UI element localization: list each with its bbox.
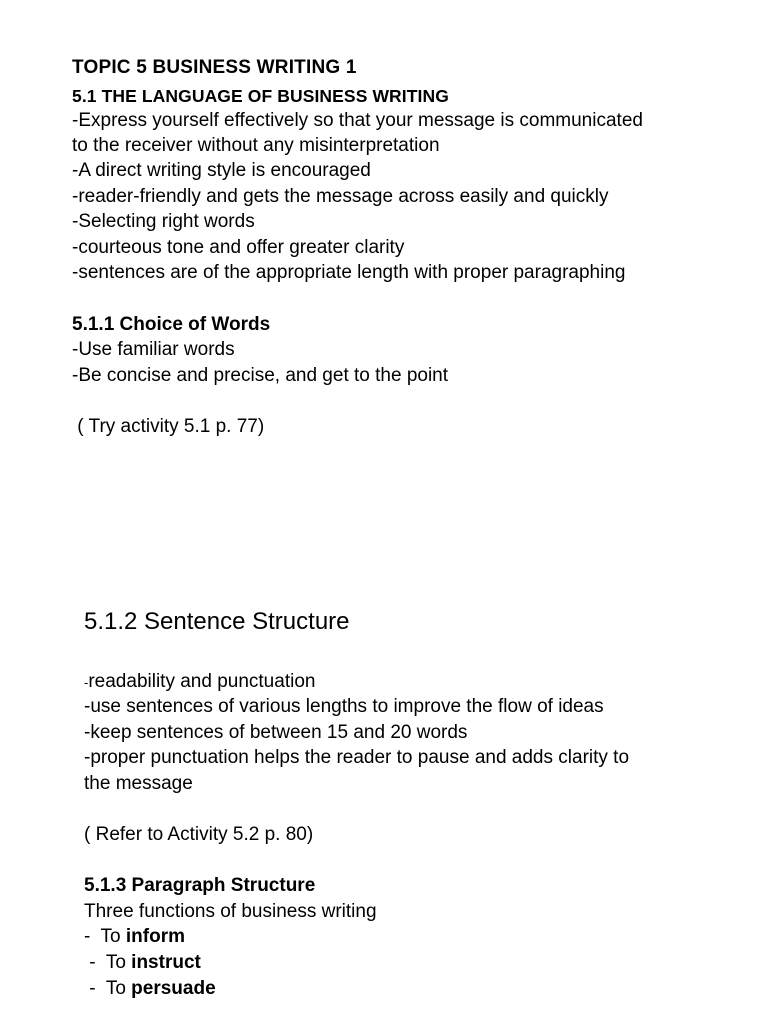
topic-title: TOPIC 5 BUSINESS WRITING 1 [72, 57, 357, 78]
section-5-1-line: -reader-friendly and gets the message across easily and quickly [72, 186, 609, 207]
section-5-1-heading: 5.1 THE LANGUAGE OF BUSINESS WRITING [72, 86, 449, 106]
section-5-1-2-line: -use sentences of various lengths to improve the flow of ideas [84, 696, 604, 717]
function-keyword: instruct [131, 952, 201, 973]
dash-marker: - [84, 675, 89, 690]
section-5-1-2-heading: 5.1.2 Sentence Structure [84, 608, 350, 635]
section-5-1-3-heading: 5.1.3 Paragraph Structure [84, 875, 316, 896]
section-5-1-line: -sentences are of the appropriate length with proper paragraphing [72, 262, 626, 283]
function-prefix: - To [84, 926, 126, 947]
activity-note: ( Try activity 5.1 p. 77) [72, 416, 265, 437]
section-5-1-2-first-text: readability and punctuation [88, 671, 316, 692]
function-prefix: - To [84, 978, 132, 999]
section-5-1-1-heading: 5.1.1 Choice of Words [72, 314, 271, 335]
function-keyword: inform [125, 926, 185, 947]
section-5-1-line: to the receiver without any misinterpretation [72, 135, 440, 156]
section-5-1-line: -Express yourself effectively so that your message is communicated [72, 110, 643, 131]
section-5-1-line: -courteous tone and offer greater clarity [72, 237, 405, 258]
section-5-1-3-intro: Three functions of business writing [84, 901, 377, 922]
function-prefix: - To [84, 952, 132, 973]
section-5-1-2-line [84, 671, 315, 694]
function-keyword: persuade [131, 978, 216, 999]
function-item [84, 952, 201, 974]
function-item [84, 978, 216, 1000]
section-5-1-1-line: -Be concise and precise, and get to the point [72, 365, 449, 386]
function-item [84, 926, 185, 948]
section-5-1-1-line: -Use familiar words [72, 339, 235, 360]
section-5-1-2-line: -proper punctuation helps the reader to pause and adds clarity to [84, 747, 630, 768]
section-5-1-line: -Selecting right words [72, 211, 255, 232]
activity-note: ( Refer to Activity 5.2 p. 80) [84, 824, 314, 845]
section-5-1-line: -A direct writing style is encouraged [72, 160, 371, 181]
section-5-1-2-line: -keep sentences of between 15 and 20 words [84, 722, 468, 743]
section-5-1-2-line: the message [84, 773, 193, 794]
